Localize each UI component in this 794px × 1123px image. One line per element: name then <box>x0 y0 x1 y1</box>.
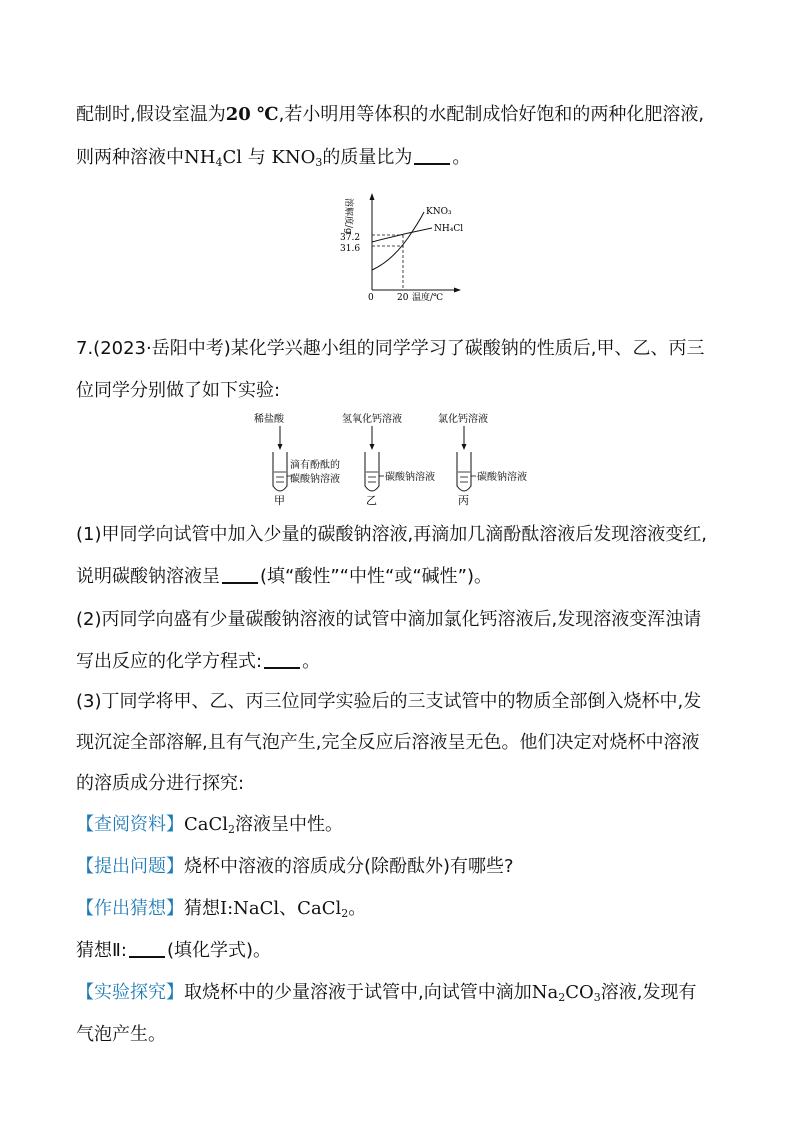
formula-na2co3: Na <box>531 982 559 1003</box>
hypothesis-line <box>76 896 366 927</box>
y-tick-31-6: 31.6 <box>340 244 361 254</box>
q7-line-2 <box>76 378 280 404</box>
answer-blank[interactable] <box>264 651 300 669</box>
hypothesis-1: 猜想Ⅰ:NaCl、CaCl <box>184 898 342 919</box>
x-axis-label: 温度/℃ <box>412 293 444 303</box>
question-stem: 位同学分别做了如下实验: <box>76 380 281 401</box>
y-axis-label: 溶解度/g <box>343 198 353 234</box>
subscript: 3 <box>315 156 323 169</box>
text: 与 <box>247 147 266 168</box>
text: 气泡产生。 <box>76 1024 166 1045</box>
test-tubes-figure <box>250 410 540 508</box>
y-axis-arrow <box>370 193 375 200</box>
section-tag: 【实验探究】 <box>76 982 184 1003</box>
s1-line-1 <box>76 522 707 548</box>
sub-question-1: (1)甲同学向试管中加入少量的碳酸钠溶液,再滴加几滴酚酞溶液后发现溶液变红, <box>76 524 707 545</box>
tube-bing <box>438 412 527 507</box>
section-tag: 【提出问题】 <box>76 856 184 877</box>
nh4cl-curve <box>372 228 432 242</box>
tube-bing-label: 碳酸钠溶液 <box>477 472 527 483</box>
q7-line-1 <box>76 336 704 362</box>
section-tag: 【作出猜想】 <box>76 898 184 919</box>
tube-jia-label-2: 碳酸钠溶液 <box>290 474 340 485</box>
text: ,若小明用等体积的水配制成恰好饱和的两种化肥溶液, <box>278 104 705 125</box>
text: 写出反应的化学方程式: <box>76 651 263 672</box>
subscript: 2 <box>228 823 236 836</box>
reference-line <box>76 812 343 843</box>
formula-cacl2: CaCl <box>184 814 229 835</box>
kno3-label: KNO₃ <box>426 207 452 217</box>
formula-part: Cl <box>222 147 242 168</box>
tube-bing-reagent: 氯化钙溶液 <box>438 414 488 425</box>
subscript: 2 <box>341 907 349 920</box>
s3-line-2 <box>76 730 699 756</box>
text: 说明碳酸钠溶液呈 <box>76 566 220 587</box>
x-tick-0: 0 <box>368 293 374 303</box>
experiment-line-1 <box>76 980 696 1011</box>
text: (填“酸性”“中性“或“碱性”)。 <box>260 566 492 587</box>
text: 。 <box>302 651 321 672</box>
subscript: 3 <box>593 991 601 1004</box>
text: 取烧杯中的少量溶液于试管中,向试管中滴加 <box>184 982 532 1003</box>
section-tag: 【查阅资料】 <box>76 814 184 835</box>
question-line <box>76 854 514 880</box>
x-axis-arrow <box>454 288 461 293</box>
tube-jia-reagent: 稀盐酸 <box>254 414 284 425</box>
text: 则两种溶液中 <box>76 147 184 168</box>
sub-question-3: (3)丁同学将甲、乙、丙三位同学实验后的三支试管中的物质全部倒入烧杯中,发 <box>76 691 702 712</box>
sub-question-2: (2)丙同学向盛有少量碳酸钠溶液的试管中滴加氯化钙溶液后,发现溶液变浑浊请 <box>76 609 702 630</box>
tube-jia <box>254 412 340 507</box>
tube-yi-label: 碳酸钠溶液 <box>385 472 435 483</box>
text: 猜想Ⅱ: <box>76 940 127 961</box>
y-tick-37-2: 37.2 <box>340 233 361 243</box>
s3-line-3 <box>76 771 244 797</box>
answer-blank[interactable] <box>222 566 258 584</box>
hypothesis-2-line <box>76 938 271 964</box>
tube-yi-reagent: 氢氧化钙溶液 <box>342 414 402 425</box>
experiment-line-2 <box>76 1022 166 1048</box>
tube-yi-name: 乙 <box>366 494 377 507</box>
subscript: 2 <box>558 991 566 1004</box>
q6-line-1 <box>76 102 704 128</box>
text: 烧杯中溶液的溶质成分(除酚酞外)有哪些? <box>184 856 514 877</box>
x-tick-20: 20 <box>397 293 409 303</box>
kno3-curve <box>372 212 424 270</box>
text: (填化学式)。 <box>166 940 271 961</box>
s2-line-2 <box>76 649 320 675</box>
q6-line-2 <box>76 145 470 176</box>
tube-bing-name: 丙 <box>458 494 469 507</box>
nh4cl-label: NH₄Cl <box>434 224 464 234</box>
text: 的溶质成分进行探究: <box>76 773 245 794</box>
text: 现沉淀全部溶解,且有气泡产生,完全反应后溶液呈无色。他们决定对烧杯中溶液 <box>76 732 700 753</box>
s3-line-1 <box>76 689 701 715</box>
tube-jia-name: 甲 <box>274 494 285 507</box>
question-stem: 7.(2023·岳阳中考)某化学兴趣小组的同学学习了碳酸钠的性质后,甲、乙、丙三 <box>76 338 705 359</box>
text: 。 <box>452 147 471 168</box>
temperature-value: 20 ℃ <box>225 104 279 125</box>
text: 溶液,发现有 <box>600 982 697 1003</box>
subscript: 4 <box>215 156 223 169</box>
formula-part: CO <box>565 982 594 1003</box>
formula-nh4cl: NH <box>184 147 216 168</box>
text: 溶液呈中性。 <box>235 814 344 835</box>
text: 配制时,假设室温为 <box>76 104 226 125</box>
s2-line-1 <box>76 607 701 633</box>
answer-blank[interactable] <box>129 940 165 958</box>
formula-kno3: KNO <box>271 147 316 168</box>
tube-jia-label-1: 滴有酚酞的 <box>290 460 340 471</box>
tube-yi <box>342 412 435 507</box>
s1-line-2 <box>76 564 492 590</box>
text: 的质量比为 <box>322 147 413 168</box>
answer-blank[interactable] <box>414 147 450 165</box>
text: 。 <box>348 898 367 919</box>
solubility-graph <box>332 190 472 306</box>
